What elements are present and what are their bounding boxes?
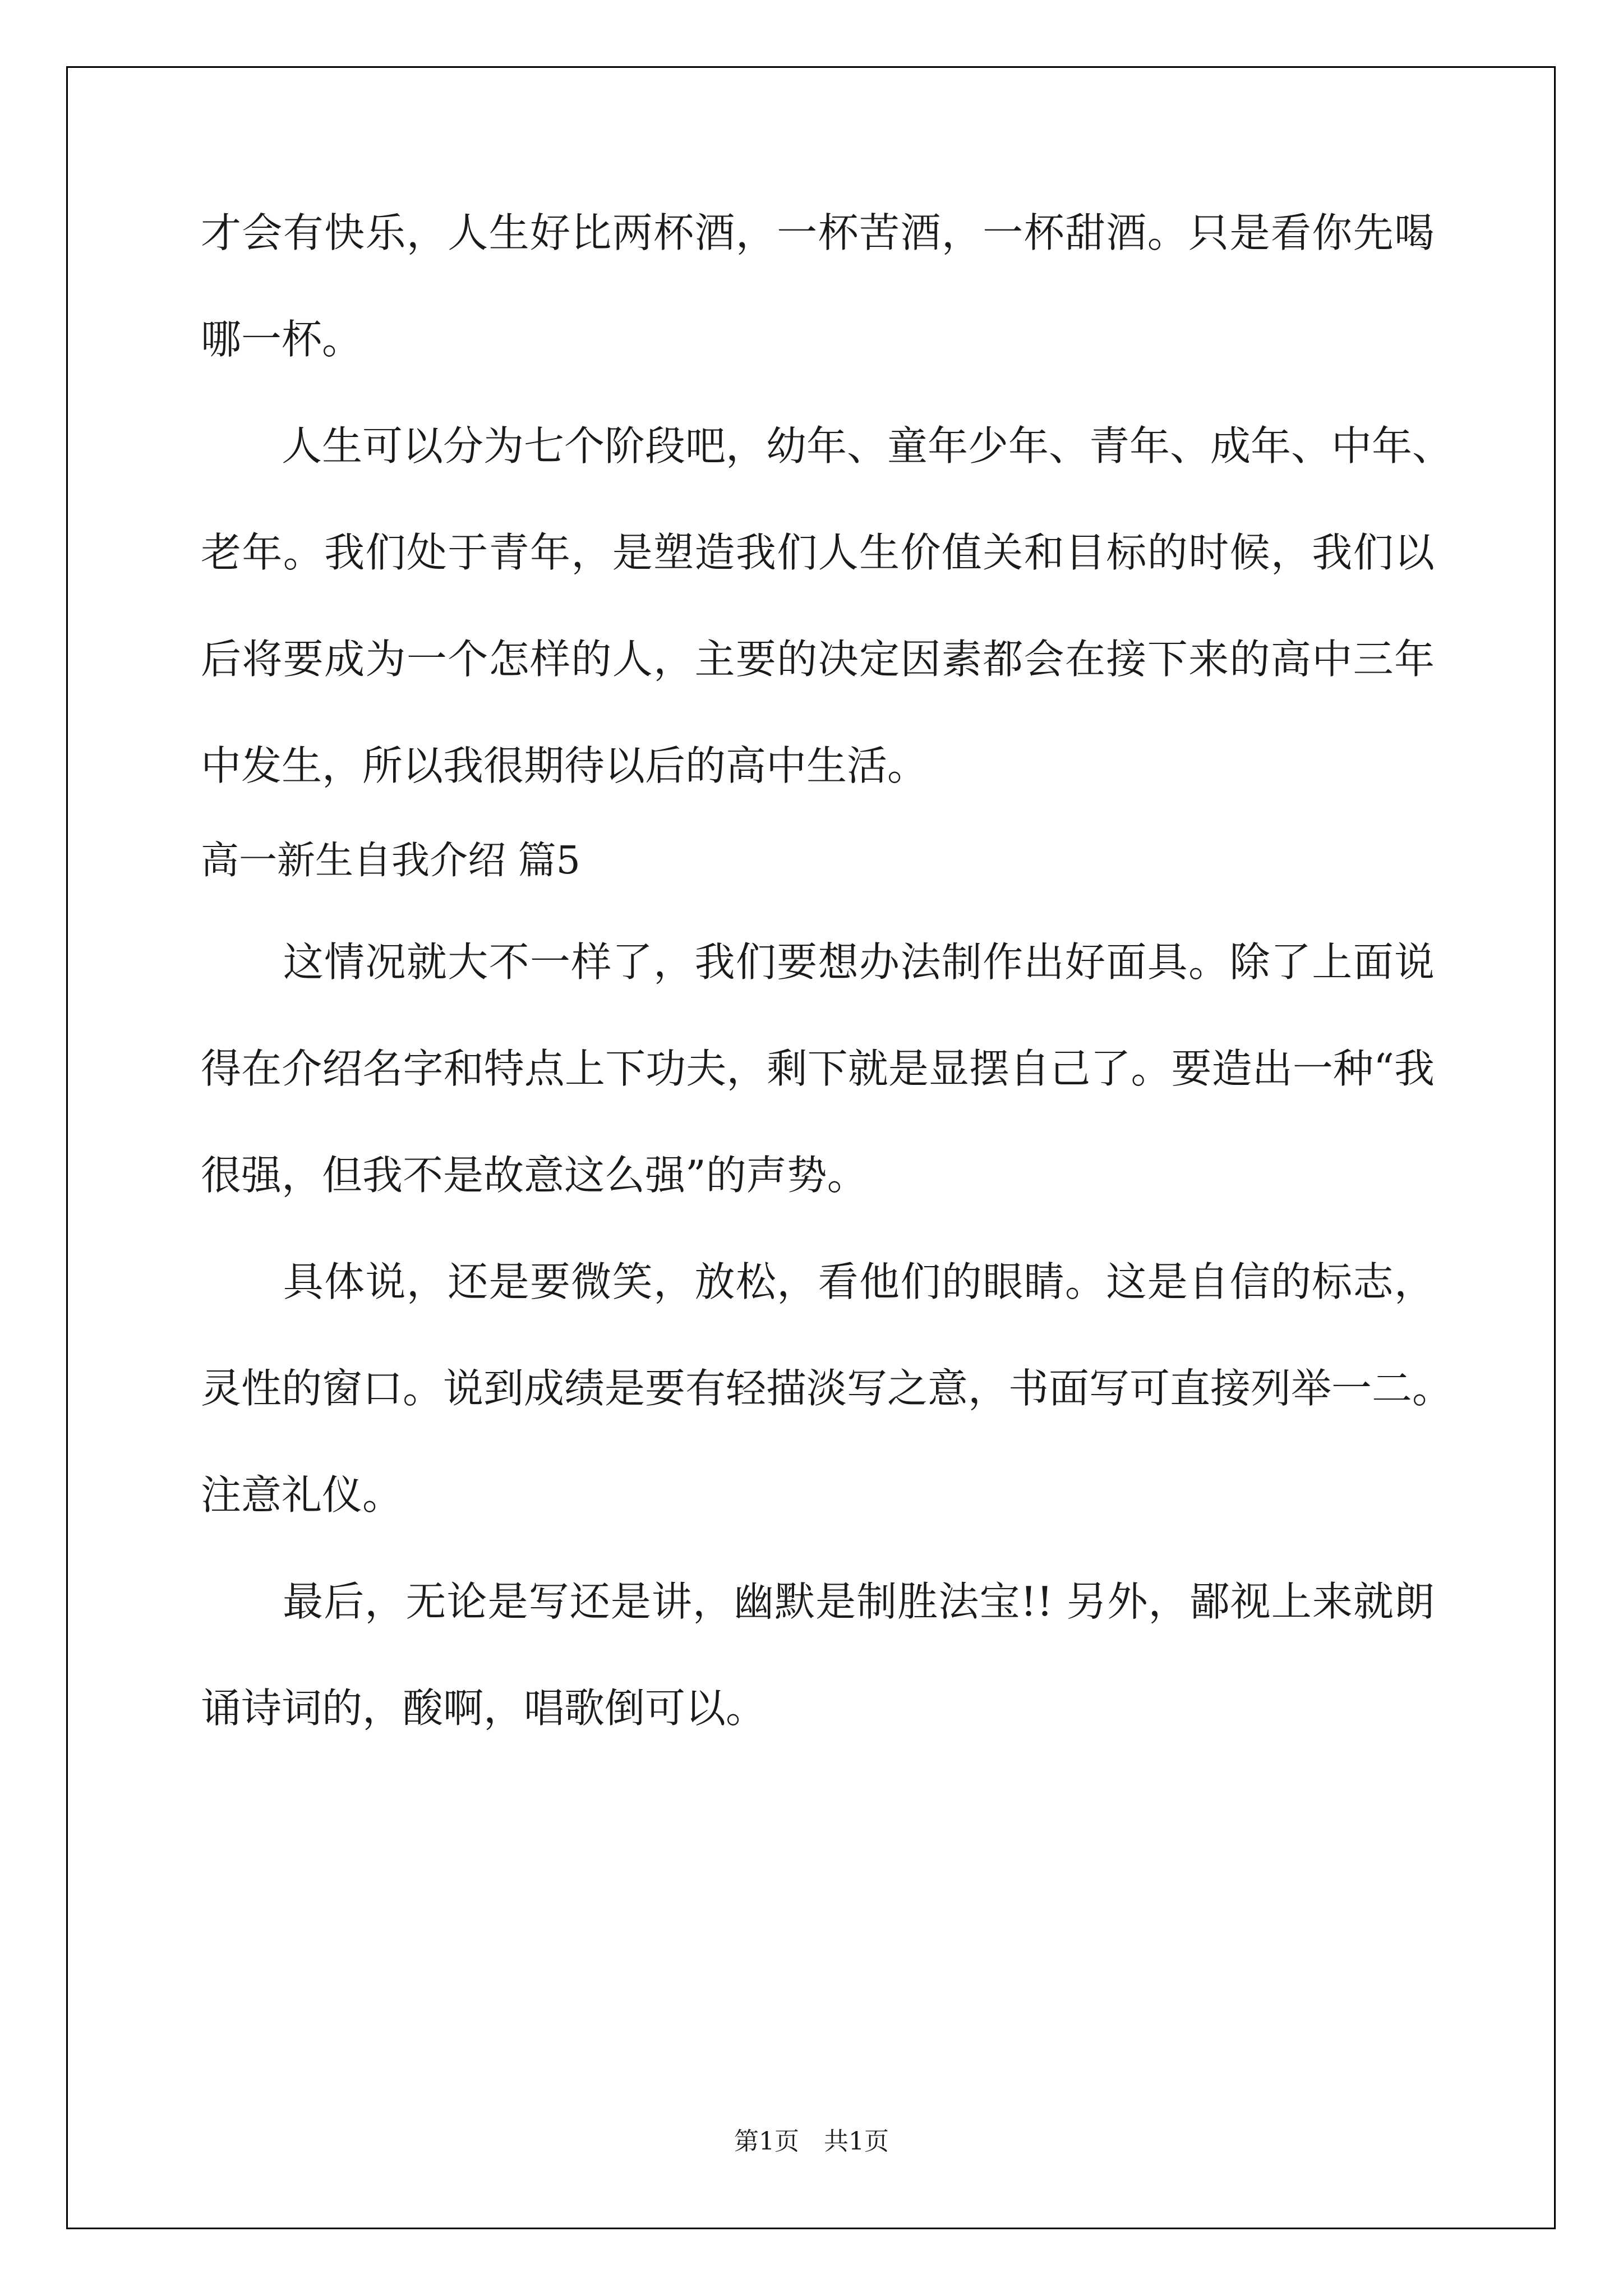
text-line: 注意礼仪。 (201, 1471, 403, 1519)
text-line: 最后，无论是写还是讲，幽默是制胜法宝!! 另外，鄙视上来就朗 (201, 1578, 1435, 1625)
text-line: 人生可以分为七个阶段吧，幼年、童年少年、青年、成年、中年、 (201, 422, 1453, 470)
text-line: 很强，但我不是故意这么强”的声势。 (201, 1152, 868, 1199)
text-line: 中发生，所以我很期待以后的高中生活。 (201, 742, 928, 789)
section-heading: 高一新生自我介绍 篇5 (201, 839, 580, 883)
page-footer: 第1页 共1页 (734, 2127, 889, 2156)
text-line: 诵诗词的，酸啊，唱歌倒可以。 (201, 1685, 767, 1732)
text-line: 具体说，还是要微笑，放松，看他们的眼睛。这是自信的标志， (201, 1258, 1435, 1305)
text-line: 得在介绍名字和特点上下功夫，剩下就是显摆自己了。要造出一种“我 (201, 1045, 1435, 1092)
text-line: 后将要成为一个怎样的人，主要的决定因素都会在接下来的高中三年 (201, 636, 1435, 683)
page-border (66, 66, 1556, 2229)
text-line: 这情况就大不一样了，我们要想办法制作出好面具。除了上面说 (201, 938, 1435, 986)
text-line: 哪一杯。 (201, 316, 363, 363)
text-line: 灵性的窗口。说到成绩是要有轻描淡写之意，书面写可直接列举一二。 (201, 1365, 1453, 1412)
text-line: 才会有快乐，人生好比两杯酒，一杯苦酒，一杯甜酒。只是看你先喝 (201, 209, 1435, 256)
text-line: 老年。我们处于青年，是塑造我们人生价值关和目标的时候，我们以 (201, 529, 1435, 576)
